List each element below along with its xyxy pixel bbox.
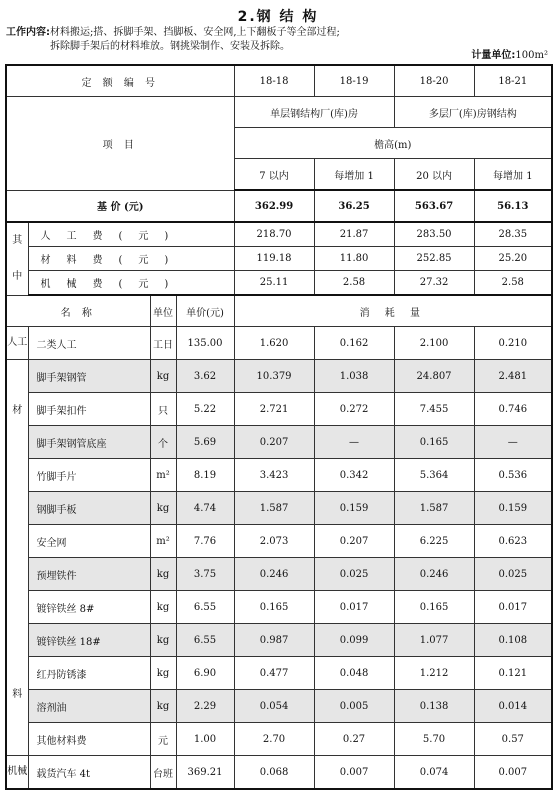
cost-value: 11.80 bbox=[314, 247, 394, 271]
material-value: 2.70 bbox=[234, 723, 314, 756]
labor-value: 0.162 bbox=[314, 327, 394, 360]
subhead-2: 每增加 1 bbox=[314, 159, 394, 191]
material-value: 0.017 bbox=[474, 591, 552, 624]
material-value: 5.364 bbox=[394, 459, 474, 492]
machine-price: 369.21 bbox=[176, 756, 234, 790]
labor-name: 二类人工 bbox=[28, 327, 150, 360]
item-label: 项 目 bbox=[6, 97, 234, 191]
among-label-bottom: 中 bbox=[12, 270, 23, 282]
machine-group-label: 机械 bbox=[6, 756, 28, 790]
machine-value: 0.007 bbox=[314, 756, 394, 790]
material-unit: 只 bbox=[150, 393, 176, 426]
material-value: 0.246 bbox=[394, 558, 474, 591]
machine-value: 0.074 bbox=[394, 756, 474, 790]
material-value: 3.423 bbox=[234, 459, 314, 492]
material-row bbox=[6, 723, 552, 756]
material-name: 安全网 bbox=[28, 525, 150, 558]
material-value: 1.587 bbox=[234, 492, 314, 525]
material-unit: kg bbox=[150, 690, 176, 723]
material-value: 0.746 bbox=[474, 393, 552, 426]
material-value: 24.807 bbox=[394, 360, 474, 393]
material-value: 0.536 bbox=[474, 459, 552, 492]
cost-value: 252.85 bbox=[394, 247, 474, 271]
machine-value: 0.068 bbox=[234, 756, 314, 790]
material-price: 7.76 bbox=[176, 525, 234, 558]
subhead-3: 20 以内 bbox=[394, 159, 474, 191]
material-value: 1.038 bbox=[314, 360, 394, 393]
material-name: 竹脚手片 bbox=[28, 459, 150, 492]
eave-height-label: 檐高(m) bbox=[234, 128, 552, 159]
base-price-value: 56.13 bbox=[474, 190, 552, 222]
material-price: 3.75 bbox=[176, 558, 234, 591]
material-name: 其他材料费 bbox=[28, 723, 150, 756]
material-row bbox=[6, 459, 552, 492]
cost-value: 25.20 bbox=[474, 247, 552, 271]
material-row bbox=[6, 657, 552, 690]
base-price-value: 563.67 bbox=[394, 190, 474, 222]
material-value: 0.342 bbox=[314, 459, 394, 492]
material-value: 0.054 bbox=[234, 690, 314, 723]
material-row bbox=[6, 393, 552, 426]
code-18-19: 18-19 bbox=[314, 65, 394, 97]
material-value: 0.025 bbox=[314, 558, 394, 591]
material-price: 1.00 bbox=[176, 723, 234, 756]
labor-value: 1.620 bbox=[234, 327, 314, 360]
material-price: 6.55 bbox=[176, 591, 234, 624]
material-name: 预埋铁件 bbox=[28, 558, 150, 591]
material-row bbox=[6, 558, 552, 591]
material-name: 溶剂油 bbox=[28, 690, 150, 723]
material-name: 脚手架扣件 bbox=[28, 393, 150, 426]
material-value: 7.455 bbox=[394, 393, 474, 426]
material-value: 0.165 bbox=[394, 591, 474, 624]
material-value: 10.379 bbox=[234, 360, 314, 393]
material-value: 0.138 bbox=[394, 690, 474, 723]
material-value: 0.165 bbox=[394, 426, 474, 459]
measure-unit bbox=[471, 46, 548, 61]
work-content-label: 工作内容: bbox=[6, 27, 50, 38]
machine-value: 0.007 bbox=[474, 756, 552, 790]
code-18-21: 18-21 bbox=[474, 65, 552, 97]
material-value: 0.159 bbox=[474, 492, 552, 525]
material-value: 0.017 bbox=[314, 591, 394, 624]
material-unit: kg bbox=[150, 360, 176, 393]
measure-unit-value: 100m² bbox=[515, 50, 548, 61]
material-name: 红丹防锈漆 bbox=[28, 657, 150, 690]
material-value: 1.587 bbox=[394, 492, 474, 525]
material-value: 0.57 bbox=[474, 723, 552, 756]
material-price: 6.90 bbox=[176, 657, 234, 690]
material-unit: kg bbox=[150, 591, 176, 624]
col-unit-header: 单位 bbox=[150, 295, 176, 327]
cost-value: 283.50 bbox=[394, 222, 474, 247]
work-content bbox=[6, 26, 550, 54]
material-value: 0.27 bbox=[314, 723, 394, 756]
cost-value: 218.70 bbox=[234, 222, 314, 247]
material-value: 0.099 bbox=[314, 624, 394, 657]
material-row bbox=[6, 591, 552, 624]
cost-label: 机械费(元) bbox=[28, 271, 234, 296]
material-value: 0.108 bbox=[474, 624, 552, 657]
col-price-header: 单价(元) bbox=[176, 295, 234, 327]
material-group-label-bottom: 料 bbox=[12, 689, 23, 700]
work-content-line2: 拆除脚手架后的材料堆放。钢挑梁制作、安装及拆除。 bbox=[50, 41, 290, 52]
material-unit: kg bbox=[150, 492, 176, 525]
base-price-value: 362.99 bbox=[234, 190, 314, 222]
material-value: 0.246 bbox=[234, 558, 314, 591]
material-value: 2.073 bbox=[234, 525, 314, 558]
cost-label: 人工费(元) bbox=[28, 222, 234, 247]
cost-value: 25.11 bbox=[234, 271, 314, 296]
cost-value: 2.58 bbox=[474, 271, 552, 296]
material-value: 0.165 bbox=[234, 591, 314, 624]
cost-value: 119.18 bbox=[234, 247, 314, 271]
material-price: 5.69 bbox=[176, 426, 234, 459]
material-row bbox=[6, 360, 552, 393]
material-name: 镀锌铁丝 8# bbox=[28, 591, 150, 624]
code-18-18: 18-18 bbox=[234, 65, 314, 97]
material-name: 镀锌铁丝 18# bbox=[28, 624, 150, 657]
material-value: 0.272 bbox=[314, 393, 394, 426]
material-value: 0.207 bbox=[314, 525, 394, 558]
material-price: 8.19 bbox=[176, 459, 234, 492]
cost-value: 27.32 bbox=[394, 271, 474, 296]
cost-value: 21.87 bbox=[314, 222, 394, 247]
material-price: 3.62 bbox=[176, 360, 234, 393]
material-name: 脚手架钢管 bbox=[28, 360, 150, 393]
material-unit: 个 bbox=[150, 426, 176, 459]
col-name-header: 名 称 bbox=[6, 295, 150, 327]
labor-value: 0.210 bbox=[474, 327, 552, 360]
labor-unit: 工日 bbox=[150, 327, 176, 360]
material-price: 4.74 bbox=[176, 492, 234, 525]
cost-value: 2.58 bbox=[314, 271, 394, 296]
material-value: 0.477 bbox=[234, 657, 314, 690]
among-label bbox=[6, 222, 28, 295]
among-label-top: 其 bbox=[12, 234, 23, 246]
labor-group-label: 人工 bbox=[6, 327, 28, 360]
material-name: 钢脚手板 bbox=[28, 492, 150, 525]
subhead-4: 每增加 1 bbox=[474, 159, 552, 191]
machine-name: 载货汽车 4t bbox=[28, 756, 150, 790]
material-value: 6.225 bbox=[394, 525, 474, 558]
material-name: 脚手架钢管底座 bbox=[28, 426, 150, 459]
labor-price: 135.00 bbox=[176, 327, 234, 360]
material-value: 2.721 bbox=[234, 393, 314, 426]
code-18-20: 18-20 bbox=[394, 65, 474, 97]
material-row bbox=[6, 426, 552, 459]
material-value: 0.207 bbox=[234, 426, 314, 459]
quota-table bbox=[5, 64, 553, 790]
col-consume-header: 消 耗 量 bbox=[234, 295, 552, 327]
machine-unit: 台班 bbox=[150, 756, 176, 790]
material-value: 2.481 bbox=[474, 360, 552, 393]
material-group-label bbox=[6, 360, 28, 756]
material-value: 1.212 bbox=[394, 657, 474, 690]
material-value: 0.159 bbox=[314, 492, 394, 525]
cost-value: 28.35 bbox=[474, 222, 552, 247]
base-price-value: 36.25 bbox=[314, 190, 394, 222]
material-unit: m² bbox=[150, 525, 176, 558]
material-unit: 元 bbox=[150, 723, 176, 756]
material-value: 0.014 bbox=[474, 690, 552, 723]
page-title: 2.钢 结 构 bbox=[237, 9, 319, 25]
material-unit: m² bbox=[150, 459, 176, 492]
material-unit: kg bbox=[150, 558, 176, 591]
base-price-label: 基 价 (元) bbox=[6, 190, 234, 222]
work-content-line1: 材料搬运;搭、拆脚手架、挡脚板、安全网,上下翻板子等全部过程; bbox=[50, 27, 340, 38]
material-group-label-top: 材 bbox=[12, 405, 23, 416]
material-value: — bbox=[314, 426, 394, 459]
material-row bbox=[6, 690, 552, 723]
code-label: 定 额 编 号 bbox=[6, 65, 234, 97]
material-unit: kg bbox=[150, 624, 176, 657]
material-value: 0.005 bbox=[314, 690, 394, 723]
material-value: 0.048 bbox=[314, 657, 394, 690]
measure-unit-label: 计量单位: bbox=[471, 50, 516, 61]
material-price: 2.29 bbox=[176, 690, 234, 723]
material-value: — bbox=[474, 426, 552, 459]
material-price: 5.22 bbox=[176, 393, 234, 426]
cost-label: 材料费(元) bbox=[28, 247, 234, 271]
material-row bbox=[6, 624, 552, 657]
labor-value: 2.100 bbox=[394, 327, 474, 360]
material-value: 0.025 bbox=[474, 558, 552, 591]
material-row bbox=[6, 525, 552, 558]
group-single-storey: 单层钢结构厂(库)房 bbox=[234, 97, 394, 128]
material-value: 0.987 bbox=[234, 624, 314, 657]
material-value: 0.623 bbox=[474, 525, 552, 558]
group-multi-storey: 多层厂(库)房钢结构 bbox=[394, 97, 552, 128]
material-unit: kg bbox=[150, 657, 176, 690]
material-value: 0.121 bbox=[474, 657, 552, 690]
material-value: 1.077 bbox=[394, 624, 474, 657]
material-price: 6.55 bbox=[176, 624, 234, 657]
material-value: 5.70 bbox=[394, 723, 474, 756]
subhead-1: 7 以内 bbox=[234, 159, 314, 191]
material-row bbox=[6, 492, 552, 525]
